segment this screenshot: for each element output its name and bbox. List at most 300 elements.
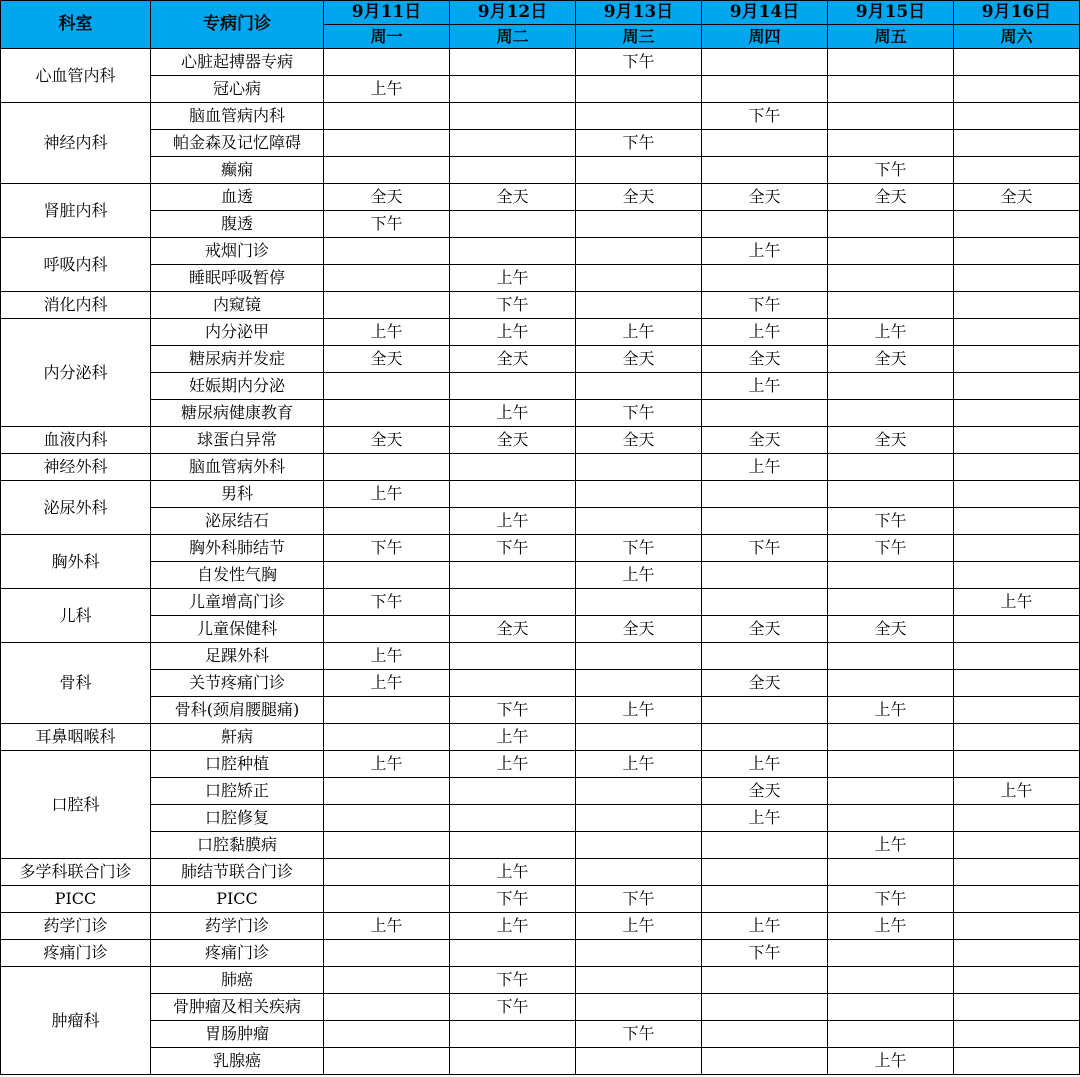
session-cell: 上午 [828, 697, 954, 724]
header-date: 9月16日 [954, 1, 1080, 25]
session-cell: 全天 [450, 616, 576, 643]
session-cell [450, 454, 576, 481]
table-row [1, 1021, 1080, 1048]
session-cell: 上午 [576, 697, 702, 724]
session-cell [702, 157, 828, 184]
session-cell: 上午 [450, 751, 576, 778]
session-cell [324, 940, 450, 967]
session-cell: 上午 [702, 913, 828, 940]
session-cell: 下午 [450, 967, 576, 994]
session-cell: 全天 [576, 616, 702, 643]
session-cell [828, 589, 954, 616]
session-cell [702, 265, 828, 292]
session-cell [828, 454, 954, 481]
session-cell [954, 49, 1080, 76]
session-cell: 全天 [702, 346, 828, 373]
session-cell [702, 76, 828, 103]
table-row [1, 670, 1080, 697]
session-cell [576, 724, 702, 751]
session-cell [450, 1021, 576, 1048]
clinic-name-cell: 肺结节联合门诊 [151, 859, 324, 886]
session-cell [702, 832, 828, 859]
session-cell [954, 346, 1080, 373]
session-cell [324, 49, 450, 76]
session-cell [828, 265, 954, 292]
header-date: 9月11日 [324, 1, 450, 25]
session-cell [954, 562, 1080, 589]
header-weekday: 周四 [702, 25, 828, 49]
session-cell: 全天 [702, 427, 828, 454]
session-cell: 下午 [324, 535, 450, 562]
session-cell [828, 238, 954, 265]
header-weekday: 周六 [954, 25, 1080, 49]
session-cell: 全天 [702, 616, 828, 643]
session-cell: 上午 [702, 805, 828, 832]
session-cell [450, 940, 576, 967]
session-cell [450, 670, 576, 697]
session-cell [324, 400, 450, 427]
table-row [1, 967, 1080, 994]
clinic-name-cell: PICC [151, 886, 324, 913]
session-cell: 上午 [324, 76, 450, 103]
session-cell [576, 103, 702, 130]
session-cell: 全天 [576, 427, 702, 454]
table-row [1, 76, 1080, 103]
table-row [1, 832, 1080, 859]
session-cell: 下午 [576, 130, 702, 157]
session-cell [828, 778, 954, 805]
session-cell [576, 940, 702, 967]
session-cell [702, 481, 828, 508]
session-cell [576, 832, 702, 859]
header-date: 9月13日 [576, 1, 702, 25]
session-cell [450, 49, 576, 76]
clinic-name-cell: 癫痫 [151, 157, 324, 184]
session-cell: 上午 [324, 913, 450, 940]
table-row [1, 697, 1080, 724]
session-cell [828, 292, 954, 319]
session-cell: 上午 [324, 481, 450, 508]
clinic-name-cell: 男科 [151, 481, 324, 508]
session-cell [450, 373, 576, 400]
session-cell [324, 832, 450, 859]
session-cell [954, 211, 1080, 238]
session-cell: 下午 [450, 994, 576, 1021]
session-cell [576, 211, 702, 238]
clinic-name-cell: 鼾病 [151, 724, 324, 751]
table-row [1, 616, 1080, 643]
session-cell [450, 157, 576, 184]
session-cell [954, 319, 1080, 346]
session-cell [450, 211, 576, 238]
session-cell [324, 265, 450, 292]
table-row [1, 1048, 1080, 1075]
session-cell [702, 508, 828, 535]
session-cell [576, 454, 702, 481]
table-row [1, 751, 1080, 778]
table-row [1, 508, 1080, 535]
clinic-name-cell: 药学门诊 [151, 913, 324, 940]
department-cell: 消化内科 [1, 292, 151, 319]
session-cell [828, 481, 954, 508]
department-cell: 心血管内科 [1, 49, 151, 103]
clinic-name-cell: 骨科(颈肩腰腿痛) [151, 697, 324, 724]
session-cell: 下午 [702, 292, 828, 319]
session-cell [828, 724, 954, 751]
table-row [1, 940, 1080, 967]
session-cell: 全天 [702, 670, 828, 697]
table-row [1, 913, 1080, 940]
department-cell: 耳鼻咽喉科 [1, 724, 151, 751]
table-row [1, 238, 1080, 265]
table-row [1, 157, 1080, 184]
session-cell [324, 616, 450, 643]
department-cell: 呼吸内科 [1, 238, 151, 292]
session-cell [828, 373, 954, 400]
header-date: 9月12日 [450, 1, 576, 25]
session-cell: 下午 [576, 535, 702, 562]
session-cell [954, 400, 1080, 427]
clinic-name-cell: 乳腺癌 [151, 1048, 324, 1075]
session-cell [954, 76, 1080, 103]
table-row [1, 49, 1080, 76]
clinic-name-cell: 脑血管病内科 [151, 103, 324, 130]
clinic-name-cell: 心脏起搏器专病 [151, 49, 324, 76]
session-cell [450, 130, 576, 157]
session-cell: 下午 [576, 886, 702, 913]
session-cell [702, 211, 828, 238]
session-cell: 下午 [702, 103, 828, 130]
session-cell: 上午 [324, 751, 450, 778]
session-cell [702, 859, 828, 886]
session-cell [324, 1048, 450, 1075]
session-cell: 下午 [576, 400, 702, 427]
department-cell: 儿科 [1, 589, 151, 643]
session-cell [954, 427, 1080, 454]
session-cell [954, 643, 1080, 670]
session-cell [324, 805, 450, 832]
clinic-name-cell: 胸外科肺结节 [151, 535, 324, 562]
session-cell [954, 481, 1080, 508]
session-cell [702, 1021, 828, 1048]
clinic-name-cell: 糖尿病健康教育 [151, 400, 324, 427]
session-cell [828, 751, 954, 778]
session-cell: 上午 [702, 373, 828, 400]
department-cell: 多学科联合门诊 [1, 859, 151, 886]
session-cell [954, 697, 1080, 724]
session-cell [954, 238, 1080, 265]
session-cell [324, 778, 450, 805]
session-cell [576, 778, 702, 805]
session-cell: 上午 [954, 589, 1080, 616]
table-row [1, 886, 1080, 913]
clinic-name-cell: 血透 [151, 184, 324, 211]
clinic-name-cell: 胃肠肿瘤 [151, 1021, 324, 1048]
session-cell [576, 994, 702, 1021]
session-cell [702, 562, 828, 589]
session-cell [954, 130, 1080, 157]
session-cell: 上午 [828, 832, 954, 859]
table-row [1, 130, 1080, 157]
session-cell: 全天 [954, 184, 1080, 211]
department-cell: 胸外科 [1, 535, 151, 589]
session-cell: 下午 [324, 589, 450, 616]
session-cell [324, 238, 450, 265]
clinic-name-cell: 腹透 [151, 211, 324, 238]
session-cell [954, 967, 1080, 994]
session-cell [702, 1048, 828, 1075]
table-row [1, 778, 1080, 805]
department-cell: 肿瘤科 [1, 967, 151, 1075]
session-cell [828, 643, 954, 670]
department-cell: PICC [1, 886, 151, 913]
clinic-name-cell: 儿童保健科 [151, 616, 324, 643]
session-cell: 上午 [954, 778, 1080, 805]
session-cell [324, 292, 450, 319]
session-cell: 上午 [576, 562, 702, 589]
clinic-name-cell: 泌尿结石 [151, 508, 324, 535]
session-cell: 全天 [828, 616, 954, 643]
session-cell [954, 616, 1080, 643]
table-row [1, 103, 1080, 130]
clinic-name-cell: 妊娠期内分泌 [151, 373, 324, 400]
session-cell [954, 724, 1080, 751]
session-cell [954, 940, 1080, 967]
clinic-name-cell: 疼痛门诊 [151, 940, 324, 967]
session-cell [828, 940, 954, 967]
department-cell: 内分泌科 [1, 319, 151, 427]
session-cell [576, 265, 702, 292]
department-cell: 骨科 [1, 643, 151, 724]
session-cell [450, 805, 576, 832]
session-cell [828, 76, 954, 103]
table-row [1, 562, 1080, 589]
session-cell [576, 238, 702, 265]
session-cell [954, 913, 1080, 940]
session-cell: 上午 [576, 319, 702, 346]
session-cell [450, 1048, 576, 1075]
session-cell [576, 481, 702, 508]
session-cell [702, 724, 828, 751]
session-cell [450, 481, 576, 508]
session-cell [828, 130, 954, 157]
table-row [1, 805, 1080, 832]
session-cell [702, 49, 828, 76]
session-cell: 下午 [450, 292, 576, 319]
session-cell: 下午 [576, 49, 702, 76]
clinic-name-cell: 自发性气胸 [151, 562, 324, 589]
session-cell: 全天 [702, 778, 828, 805]
department-cell: 药学门诊 [1, 913, 151, 940]
session-cell [450, 562, 576, 589]
session-cell [324, 103, 450, 130]
session-cell [576, 589, 702, 616]
session-cell: 上午 [828, 319, 954, 346]
session-cell: 下午 [828, 508, 954, 535]
header-date: 9月15日 [828, 1, 954, 25]
session-cell [828, 805, 954, 832]
clinic-name-cell: 糖尿病并发症 [151, 346, 324, 373]
session-cell [954, 454, 1080, 481]
session-cell [954, 373, 1080, 400]
session-cell: 上午 [702, 751, 828, 778]
header-weekday: 周二 [450, 25, 576, 49]
department-cell: 肾脏内科 [1, 184, 151, 238]
session-cell [324, 157, 450, 184]
session-cell [954, 535, 1080, 562]
session-cell: 下午 [702, 940, 828, 967]
session-cell: 上午 [450, 508, 576, 535]
table-row [1, 211, 1080, 238]
session-cell: 上午 [450, 319, 576, 346]
session-cell: 下午 [324, 211, 450, 238]
table-header [1, 1, 1080, 49]
session-cell [828, 211, 954, 238]
session-cell [954, 994, 1080, 1021]
clinic-name-cell: 关节疼痛门诊 [151, 670, 324, 697]
session-cell [702, 643, 828, 670]
session-cell [828, 400, 954, 427]
header-date: 9月14日 [702, 1, 828, 25]
table-row [1, 994, 1080, 1021]
clinic-name-cell: 口腔黏膜病 [151, 832, 324, 859]
session-cell [954, 859, 1080, 886]
session-cell [576, 859, 702, 886]
session-cell [828, 49, 954, 76]
session-cell [324, 373, 450, 400]
session-cell: 全天 [450, 346, 576, 373]
session-cell [450, 238, 576, 265]
session-cell [954, 1048, 1080, 1075]
session-cell: 全天 [324, 184, 450, 211]
session-cell: 上午 [576, 751, 702, 778]
department-cell: 神经内科 [1, 103, 151, 184]
session-cell: 全天 [828, 427, 954, 454]
session-cell [954, 670, 1080, 697]
session-cell: 全天 [324, 427, 450, 454]
session-cell [702, 967, 828, 994]
session-cell: 下午 [450, 886, 576, 913]
table-row [1, 346, 1080, 373]
session-cell [450, 103, 576, 130]
table-row [1, 454, 1080, 481]
session-cell: 上午 [702, 238, 828, 265]
clinic-name-cell: 戒烟门诊 [151, 238, 324, 265]
session-cell [324, 724, 450, 751]
clinic-name-cell: 骨肿瘤及相关疾病 [151, 994, 324, 1021]
session-cell: 下午 [828, 886, 954, 913]
table-row [1, 184, 1080, 211]
header-weekday: 周三 [576, 25, 702, 49]
session-cell: 下午 [828, 157, 954, 184]
session-cell: 上午 [702, 319, 828, 346]
session-cell [324, 562, 450, 589]
table-row [1, 427, 1080, 454]
session-cell: 上午 [450, 859, 576, 886]
session-cell: 上午 [576, 913, 702, 940]
table-row [1, 292, 1080, 319]
table-row [1, 535, 1080, 562]
clinic-name-cell: 口腔种植 [151, 751, 324, 778]
session-cell [576, 76, 702, 103]
session-cell: 上午 [828, 1048, 954, 1075]
session-cell [954, 292, 1080, 319]
clinic-name-cell: 内分泌甲 [151, 319, 324, 346]
table-row [1, 373, 1080, 400]
session-cell [702, 994, 828, 1021]
department-cell: 血液内科 [1, 427, 151, 454]
header-department: 科室 [1, 1, 151, 49]
session-cell: 全天 [576, 346, 702, 373]
session-cell: 上午 [450, 400, 576, 427]
table-row [1, 400, 1080, 427]
session-cell: 下午 [828, 535, 954, 562]
session-cell [954, 265, 1080, 292]
session-cell [576, 805, 702, 832]
session-cell [954, 157, 1080, 184]
session-cell [954, 886, 1080, 913]
session-cell [702, 400, 828, 427]
header-weekday: 周五 [828, 25, 954, 49]
session-cell [828, 1021, 954, 1048]
session-cell [954, 832, 1080, 859]
session-cell [954, 805, 1080, 832]
clinic-name-cell: 内窥镜 [151, 292, 324, 319]
session-cell: 全天 [702, 184, 828, 211]
session-cell: 上午 [324, 670, 450, 697]
session-cell [324, 130, 450, 157]
header-weekday: 周一 [324, 25, 450, 49]
session-cell [576, 670, 702, 697]
table-row [1, 481, 1080, 508]
table-row [1, 724, 1080, 751]
session-cell: 上午 [324, 643, 450, 670]
session-cell [324, 967, 450, 994]
session-cell: 下午 [450, 697, 576, 724]
session-cell: 上午 [324, 319, 450, 346]
table-row [1, 319, 1080, 346]
session-cell [954, 508, 1080, 535]
session-cell: 下午 [702, 535, 828, 562]
header-specialty-clinic: 专病门诊 [151, 1, 324, 49]
session-cell [576, 1048, 702, 1075]
session-cell: 上午 [450, 913, 576, 940]
session-cell: 上午 [450, 265, 576, 292]
table-body [1, 49, 1080, 1075]
department-cell: 神经外科 [1, 454, 151, 481]
session-cell [828, 994, 954, 1021]
session-cell [954, 751, 1080, 778]
session-cell [702, 697, 828, 724]
session-cell [828, 967, 954, 994]
table-row [1, 265, 1080, 292]
session-cell [576, 292, 702, 319]
session-cell [324, 886, 450, 913]
clinic-name-cell: 冠心病 [151, 76, 324, 103]
session-cell [702, 589, 828, 616]
table-row [1, 643, 1080, 670]
session-cell [450, 76, 576, 103]
table-row [1, 589, 1080, 616]
session-cell [324, 994, 450, 1021]
session-cell: 下午 [576, 1021, 702, 1048]
session-cell [324, 508, 450, 535]
clinic-name-cell: 儿童增高门诊 [151, 589, 324, 616]
department-cell: 口腔科 [1, 751, 151, 859]
department-cell: 疼痛门诊 [1, 940, 151, 967]
clinic-name-cell: 帕金森及记忆障碍 [151, 130, 324, 157]
session-cell: 上午 [828, 913, 954, 940]
